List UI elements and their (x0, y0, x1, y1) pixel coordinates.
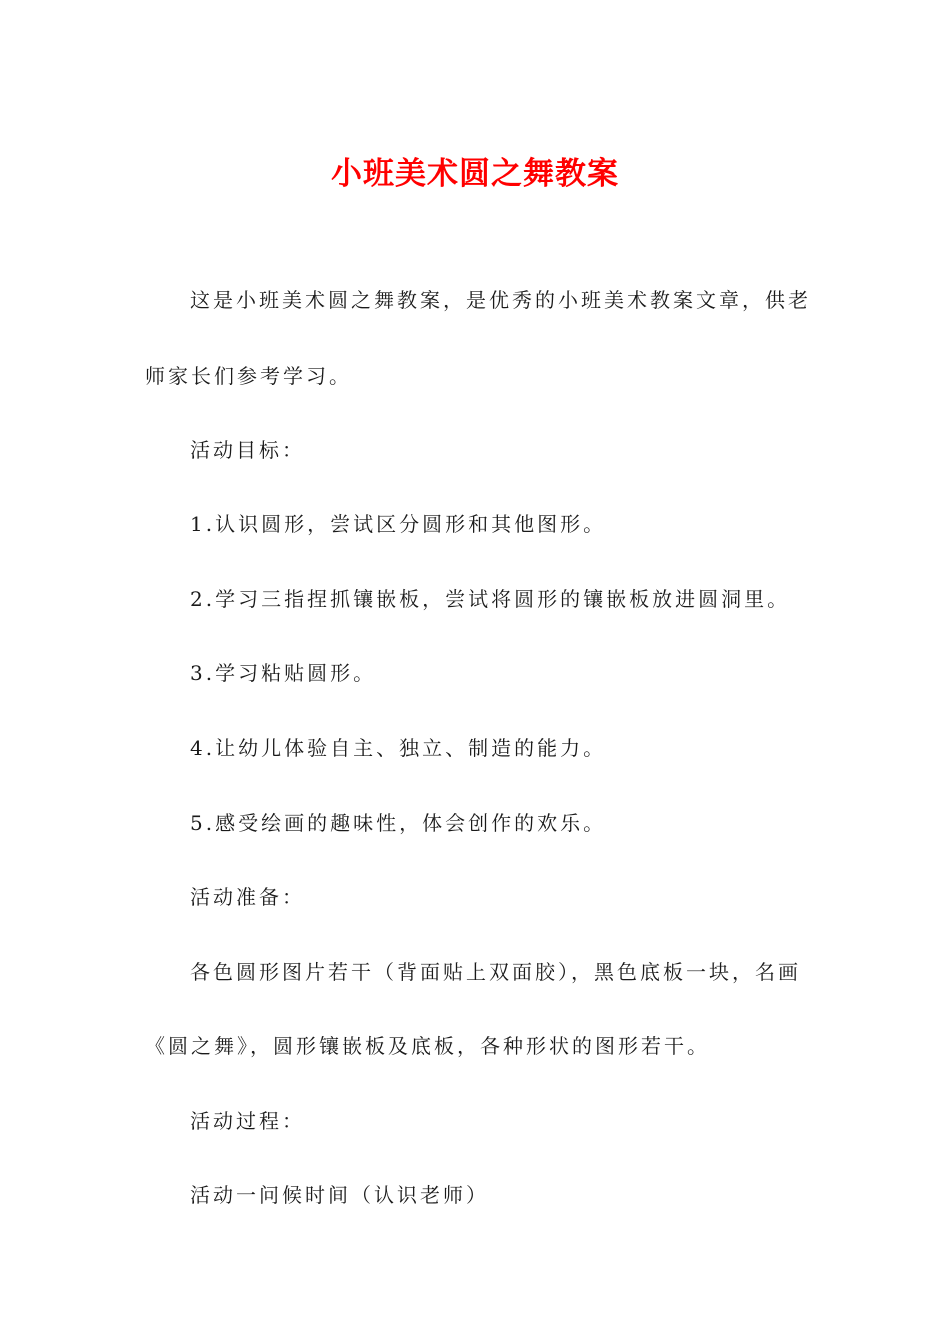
goal-item-1: 1.认识圆形，尝试区分圆形和其他图形。 (190, 512, 607, 536)
goal-item-4: 4.让幼儿体验自主、独立、制造的能力。 (190, 736, 607, 760)
prep-line-2: 《圆之舞》，圆形镶嵌板及底板，各种形状的图形若干。 (145, 1034, 710, 1058)
prep-line-1: 各色圆形图片若干（背面贴上双面胶），黑色底板一块，名画 (190, 960, 801, 984)
activity-one-heading: 活动一问候时间（认识老师） (190, 1183, 489, 1207)
process-heading: 活动过程： (190, 1109, 305, 1133)
prep-heading: 活动准备： (190, 885, 305, 909)
goals-heading: 活动目标： (190, 438, 305, 462)
goal-item-5: 5.感受绘画的趣味性，体会创作的欢乐。 (190, 811, 607, 835)
goal-item-2: 2.学习三指捏抓镶嵌板，尝试将圆形的镶嵌板放进圆洞里。 (190, 587, 791, 611)
document-title: 小班美术圆之舞教案 (331, 156, 619, 192)
intro-line-1: 这是小班美术圆之舞教案，是优秀的小班美术教案文章，供老 (190, 288, 811, 312)
intro-line-2: 师家长们参考学习。 (145, 364, 352, 388)
goal-item-3: 3.学习粘贴圆形。 (190, 661, 377, 685)
